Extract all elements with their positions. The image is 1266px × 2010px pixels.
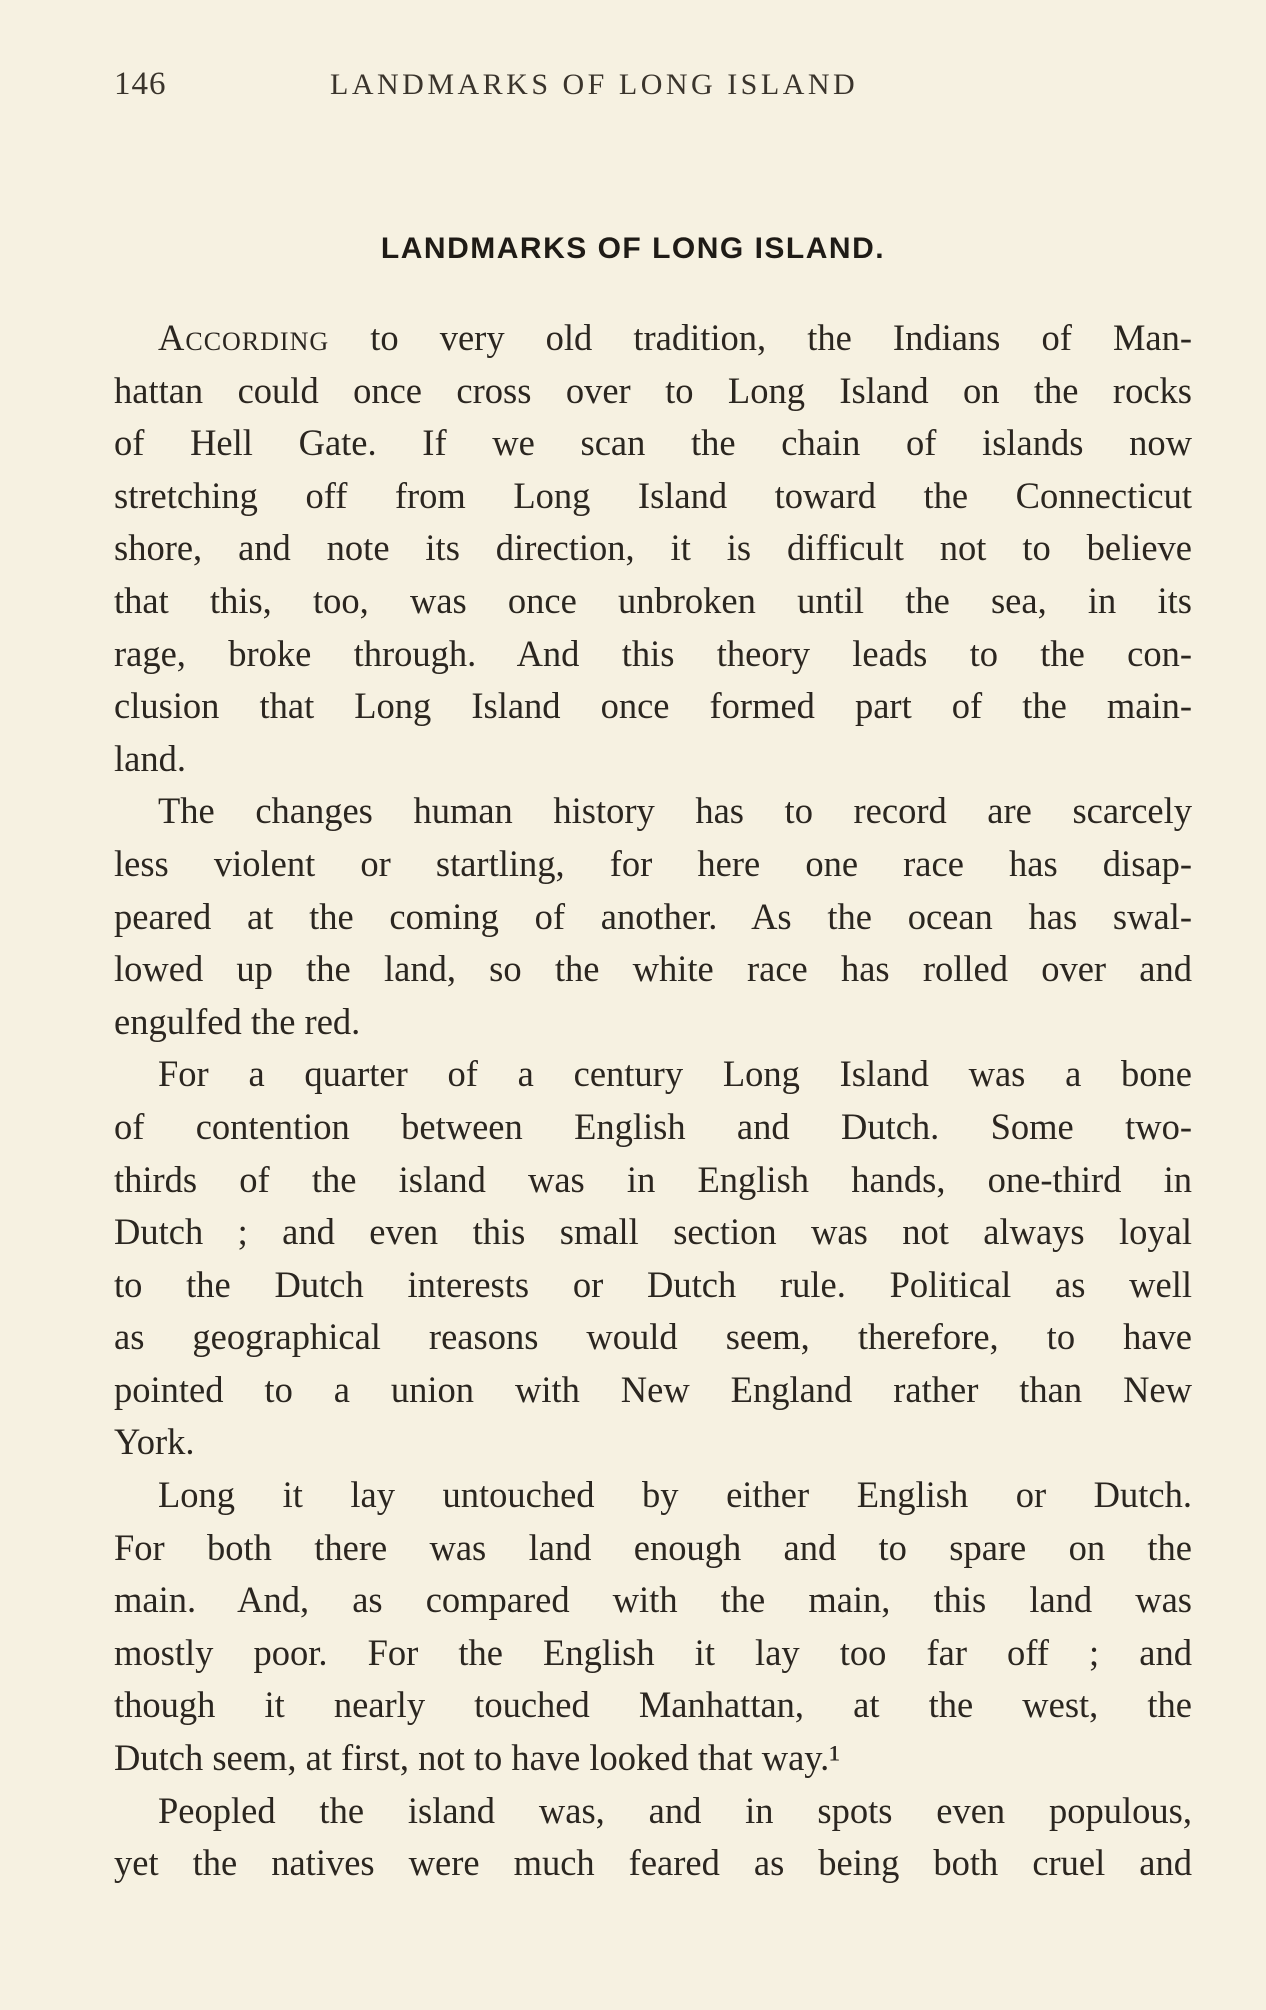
line-text: of Hell Gate. If we scan the chain of islands now <box>114 422 1192 464</box>
line-text: Peopled the island was, and in spots even populous, <box>158 1789 1192 1831</box>
text-line <box>114 733 1192 786</box>
line-text: though it nearly touched Manhattan, at the west, the <box>114 1684 1192 1726</box>
text-line <box>114 785 1192 838</box>
line-text: The changes human history has to record are scarcely <box>158 790 1192 832</box>
line-text: engulfed the red. <box>114 1000 361 1042</box>
text-line <box>114 575 1192 628</box>
text-line <box>114 891 1192 944</box>
text-line <box>114 365 1192 418</box>
text-line <box>114 1048 1192 1101</box>
text-line <box>114 470 1192 523</box>
line-text: hattan could once cross over to Long Island on the rocks <box>114 369 1192 411</box>
line-text: to the Dutch interests or Dutch rule. Political as well <box>114 1263 1192 1305</box>
line-text: stretching off from Long Island toward the Connecticut <box>114 474 1192 516</box>
line-text: For both there was land enough and to spare on the <box>114 1526 1192 1568</box>
text-line <box>114 1785 1192 1838</box>
text-line <box>114 417 1192 470</box>
line-text: land. <box>114 737 186 779</box>
line-text: shore, and note its direction, it is difficult not to believe <box>114 527 1192 569</box>
line-text: For a quarter of a century Long Island was a bone <box>158 1053 1192 1095</box>
line-text: rage, broke through. And this theory leads to the con- <box>114 632 1192 674</box>
text-line <box>114 1679 1192 1732</box>
text-line <box>114 943 1192 996</box>
running-title: LANDMARKS OF LONG ISLAND <box>330 68 859 101</box>
line-text: less violent or startling, for here one race has disap- <box>114 842 1192 884</box>
line-text: main. And, as compared with the main, this land was <box>114 1579 1192 1621</box>
line-text: clusion that Long Island once formed part of the main- <box>114 685 1192 727</box>
line-text: as geographical reasons would seem, therefore, to have <box>114 1316 1192 1358</box>
text-line <box>114 838 1192 891</box>
text-line <box>114 628 1192 681</box>
line-text: Dutch ; and even this small section was not always loyal <box>114 1211 1192 1253</box>
line-text: mostly poor. For the English it lay too far off ; and <box>114 1631 1192 1673</box>
line-text: of contention between English and Dutch. Some two- <box>114 1105 1192 1147</box>
text-line <box>114 1101 1192 1154</box>
text-line <box>114 1522 1192 1575</box>
text-line <box>114 1469 1192 1522</box>
page-number: 146 <box>114 66 167 102</box>
text-line <box>114 680 1192 733</box>
body-text <box>114 312 1192 1890</box>
text-line <box>114 1364 1192 1417</box>
running-header <box>114 66 1169 106</box>
line-text: yet the natives were much feared as being both cruel and <box>114 1842 1192 1884</box>
text-line <box>114 312 1192 365</box>
line-text: Dutch seem, at first, not to have looked that way.¹ <box>114 1737 841 1779</box>
drop-word: According <box>158 317 330 358</box>
text-line <box>114 1574 1192 1627</box>
text-line <box>114 1311 1192 1364</box>
line-text: thirds of the island was in English hands, one-third in <box>114 1158 1192 1200</box>
line-text: lowed up the land, so the white race has rolled over and <box>114 948 1192 990</box>
text-line <box>114 522 1192 575</box>
line-text: peared at the coming of another. As the ocean has swal- <box>114 895 1192 937</box>
line-text: Long it lay untouched by either English or Dutch. <box>158 1474 1192 1516</box>
text-line <box>114 1627 1192 1680</box>
text-line <box>114 1206 1192 1259</box>
line-text: York. <box>114 1421 195 1463</box>
text-line <box>114 996 1192 1049</box>
text-line <box>114 1259 1192 1312</box>
text-line <box>114 1732 1192 1785</box>
text-line <box>114 1837 1192 1890</box>
text-line <box>114 1416 1192 1469</box>
line-text: pointed to a union with New England rather than New <box>114 1368 1192 1410</box>
chapter-title: LANDMARKS OF LONG ISLAND. <box>380 232 886 265</box>
line-text: to very old tradition, the Indians of Man- <box>329 317 1192 358</box>
line-text: that this, too, was once unbroken until the sea, in its <box>114 579 1192 621</box>
text-line <box>114 1154 1192 1207</box>
